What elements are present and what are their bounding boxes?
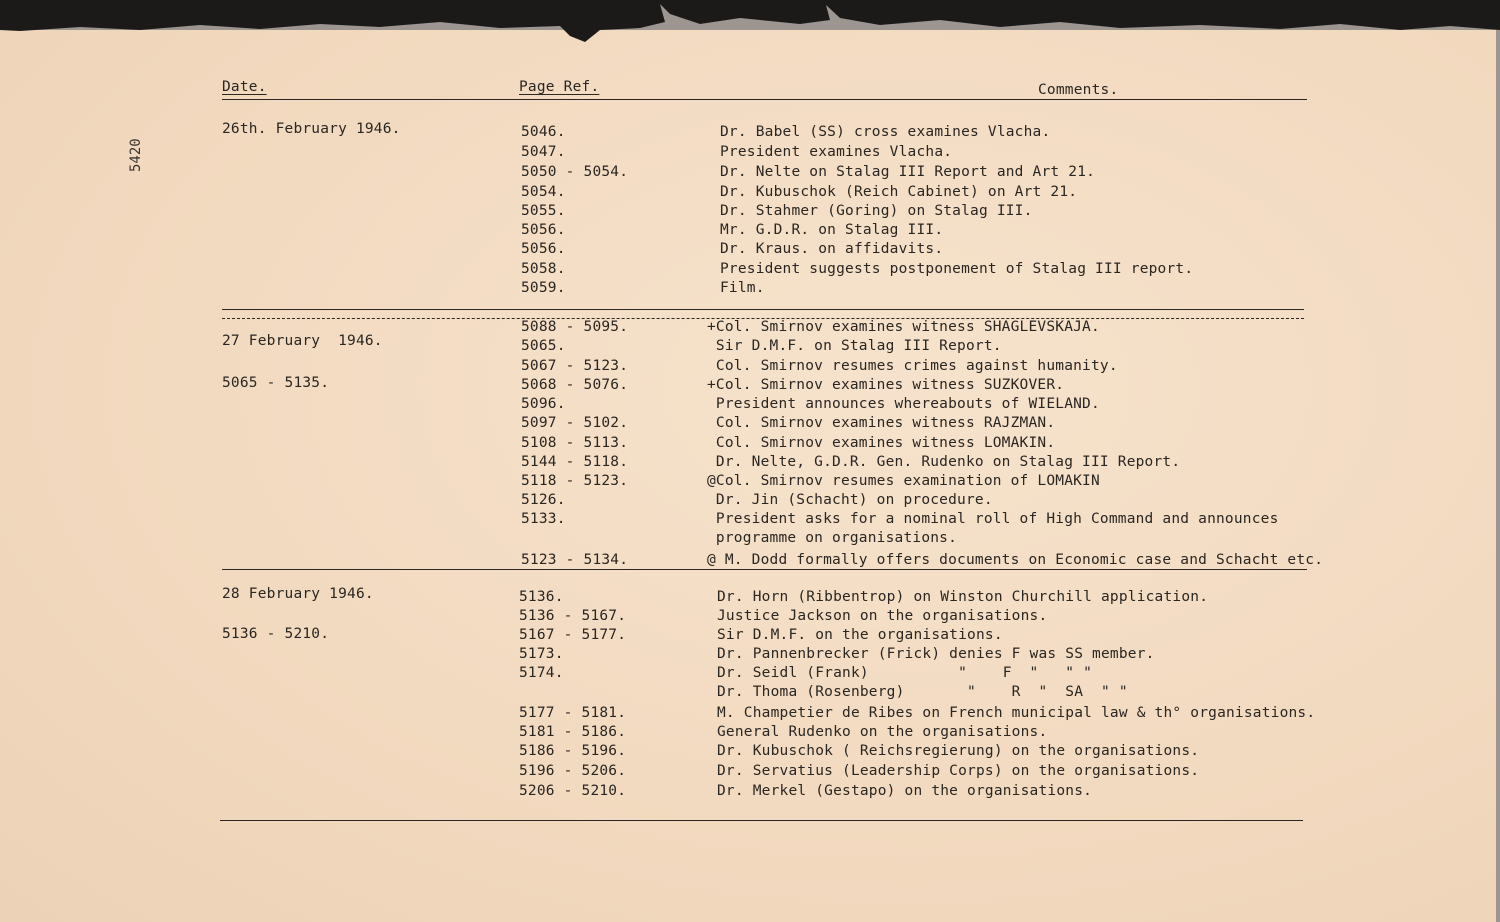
margin-page-number: 5420: [128, 138, 144, 172]
comment: Dr. Stahmer (Goring) on Stalag III.: [720, 203, 1033, 219]
comment: Dr. Kubuschok (Reich Cabinet) on Art 21.: [720, 184, 1078, 200]
page-ref: 5068 - 5076.: [521, 377, 629, 393]
page-ref: 5123 - 5134.: [521, 552, 629, 568]
section-date: 27 February 1946.: [222, 333, 383, 349]
section-date: 26th. February 1946.: [222, 121, 401, 137]
comment: Film.: [720, 280, 765, 296]
comment: Dr. Nelte, G.D.R. Gen. Rudenko on Stalag III Report.: [707, 454, 1181, 470]
page-ref: 5126.: [521, 492, 566, 508]
page-ref: 5177 - 5181.: [519, 705, 627, 721]
page-ref: 5056.: [521, 241, 566, 257]
comment: Dr. Kraus. on affidavits.: [720, 241, 944, 257]
page-ref: 5065.: [521, 338, 566, 354]
comment: Dr. Horn (Ribbentrop) on Winston Churchill application.: [717, 589, 1209, 605]
page-ref: 5174.: [519, 665, 564, 681]
torn-paper-edge: [0, 0, 1500, 60]
page-ref: 5108 - 5113.: [521, 435, 629, 451]
page-ref: 5173.: [519, 646, 564, 662]
comment: Col. Smirnov examines witness LOMAKIN.: [707, 435, 1056, 451]
comment: President suggests postponement of Stalag III report.: [720, 261, 1194, 277]
header-rule: [222, 99, 1307, 100]
comment: Dr. Nelte on Stalag III Report and Art 21.: [720, 164, 1096, 180]
page-ref: 5050 - 5054.: [521, 164, 629, 180]
page-ref: 5097 - 5102.: [521, 415, 629, 431]
page-ref: 5206 - 5210.: [519, 783, 627, 799]
page-ref: 5136 - 5167.: [519, 608, 627, 624]
comment: Col. Smirnov resumes crimes against humanity.: [707, 358, 1118, 374]
section-divider: [222, 569, 1307, 570]
section-page-range: 5065 - 5135.: [222, 375, 330, 391]
comment: @ M. Dodd formally offers documents on Economic case and Schacht etc.: [707, 552, 1324, 568]
comment: President announces whereabouts of WIELAND.: [707, 396, 1100, 412]
comment: Dr. Pannenbrecker (Frick) denies F was SS member.: [717, 646, 1155, 662]
comment: Dr. Kubuschok ( Reichsregierung) on the organisations.: [717, 743, 1200, 759]
comment: President asks for a nominal roll of High Command and announces: [707, 511, 1279, 527]
bottom-rule: [220, 820, 1303, 821]
comment: programme on organisations.: [707, 530, 958, 546]
page-ref: 5046.: [521, 124, 566, 140]
comment: Dr. Jin (Schacht) on procedure.: [707, 492, 993, 508]
comment: Dr. Servatius (Leadership Corps) on the organisations.: [717, 763, 1200, 779]
page-ref: 5047.: [521, 144, 566, 160]
comment: +Col. Smirnov examines witness SHAGLEVSKAJA.: [707, 319, 1100, 335]
comment: Justice Jackson on the organisations.: [717, 608, 1048, 624]
comment: Dr. Babel (SS) cross examines Vlacha.: [720, 124, 1051, 140]
section-date: 28 February 1946.: [222, 586, 374, 602]
comment: @Col. Smirnov resumes examination of LOMAKIN: [707, 473, 1100, 489]
comment: M. Champetier de Ribes on French municipal law & th° organisations.: [717, 705, 1316, 721]
comment: +Col. Smirnov examines witness SUZKOVER.: [707, 377, 1065, 393]
section-page-range: 5136 - 5210.: [222, 626, 330, 642]
comment: Col. Smirnov examines witness RAJZMAN.: [707, 415, 1056, 431]
page-ref: 5196 - 5206.: [519, 763, 627, 779]
page-ref: 5144 - 5118.: [521, 454, 629, 470]
page-ref: 5133.: [521, 511, 566, 527]
page-ref: 5167 - 5177.: [519, 627, 627, 643]
comment: Dr. Seidl (Frank) " F " " ": [717, 665, 1093, 681]
comment: Mr. G.D.R. on Stalag III.: [720, 222, 944, 238]
comment: General Rudenko on the organisations.: [717, 724, 1048, 740]
comment: President examines Vlacha.: [720, 144, 953, 160]
comment: Sir D.M.F. on the organisations.: [717, 627, 1003, 643]
section-divider: [222, 309, 1304, 310]
comment: Dr. Thoma (Rosenberg) " R " SA " ": [717, 684, 1128, 700]
comment: Sir D.M.F. on Stalag III Report.: [707, 338, 1002, 354]
page-ref: 5056.: [521, 222, 566, 238]
page-ref: 5136.: [519, 589, 564, 605]
comments-column-header: Comments.: [1038, 82, 1119, 98]
page-ref: 5055.: [521, 203, 566, 219]
date-column-header: Date.: [222, 79, 267, 95]
page-ref: 5067 - 5123.: [521, 358, 629, 374]
page-ref: 5181 - 5186.: [519, 724, 627, 740]
page-ref: 5186 - 5196.: [519, 743, 627, 759]
page-ref: 5059.: [521, 280, 566, 296]
page-ref-column-header: Page Ref.: [519, 79, 600, 95]
comment: Dr. Merkel (Gestapo) on the organisations.: [717, 783, 1093, 799]
page-ref: 5054.: [521, 184, 566, 200]
page-ref: 5058.: [521, 261, 566, 277]
page-ref: 5088 - 5095.: [521, 319, 629, 335]
page-ref: 5118 - 5123.: [521, 473, 629, 489]
page-ref: 5096.: [521, 396, 566, 412]
